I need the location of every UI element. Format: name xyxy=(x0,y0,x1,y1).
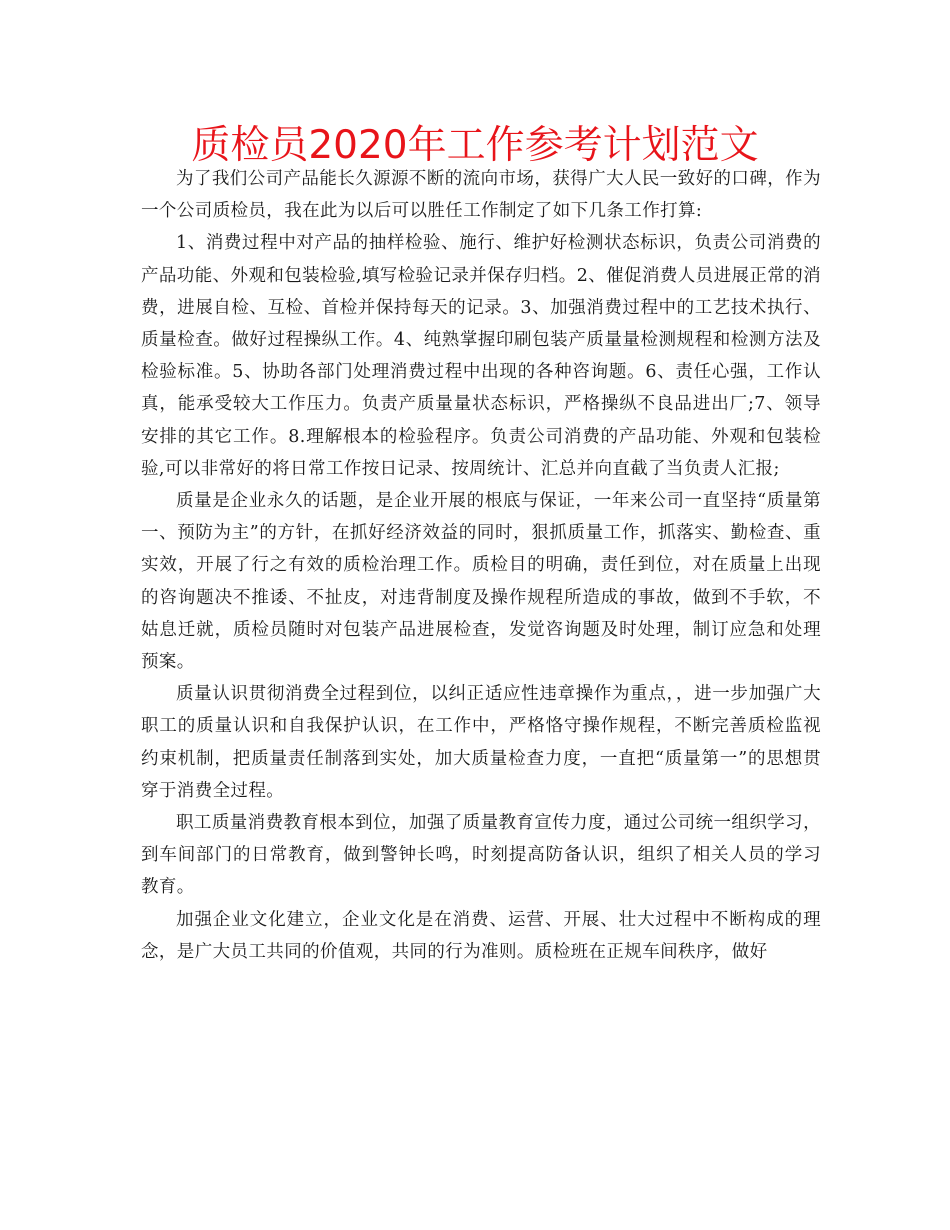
paragraph-awareness: 质量认识贯彻消费全过程到位，以纠正适应性违章操作为重点，，进一步加强广大职工的质量认识和自我保护认识，在工作中，严格恪守操作规程，不断完善质检监视约束机制，把质量责任制落到实处，加大质量检查力度，一直把“质量第一”的思想贯穿于消费全过程。 xyxy=(141,684,821,801)
document-body xyxy=(141,163,821,968)
paragraph-culture: 加强企业文化建立，企业文化是在消费、运营、开展、壮大过程中不断构成的理念，是广大员工共同的价值观，共同的行为准则。质检班在正规车间秩序，做好 xyxy=(141,909,821,962)
document-title: 质检员2020年工作参考计划范文 xyxy=(191,123,759,168)
paragraph-education: 职工质量消费教育根本到位，加强了质量教育宣传力度，通过公司统一组织学习，到车间部门的日常教育，做到警钟长鸣，时刻提高防备认识，组织了相关人员的学习教育。 xyxy=(141,813,821,898)
paragraph-quality: 质量是企业永久的话题，是企业开展的根底与保证，一年来公司一直坚持“质量第一、预防为主”的方针，在抓好经济效益的同时，狠抓质量工作，抓落实、勤检查、重实效，开展了行之有效的质检治理工作。质检目的明确，责任到位，对在质量上出现的咨询题决不推诿、不扯皮，对违背制度及操作规程所造成的事故，做到不手软，不姑息迁就，质检员随时对包装产品进展检查，发觉咨询题及时处理，制订应急和处理预案。 xyxy=(141,491,821,673)
paragraph-intro: 为了我们公司产品能长久源源不断的流向市场，获得广大人民一致好的口碑，作为一个公司质检员，我在此为以后可以胜任工作制定了如下几条工作打算: xyxy=(141,169,821,222)
paragraph-duties: 1、消费过程中对产品的抽样检验、施行、维护好检测状态标识，负责公司消费的产品功能、外观和包装检验,填写检验记录并保存归档。2、催促消费人员进展正常的消费，进展自检、互检、首检并保持每天的记录。3、加强消费过程中的工艺技术执行、质量检查。做好过程操纵工作。4、纯熟掌握印刷包装产质量量检测规程和检测方法及检验标准。5、协助各部门处理消费过程中出现的各种咨询题。6、责任心强，工作认真，能承受较大工作压力。负责产质量量状态标识，严格操纵不良品进出厂;7、领导安排的其它工作。8.理解根本的检验程序。负责公司消费的产品功能、外观和包装检验,可以非常好的将日常工作按日记录、按周统计、汇总并向直截了当负责人汇报; xyxy=(141,233,821,479)
